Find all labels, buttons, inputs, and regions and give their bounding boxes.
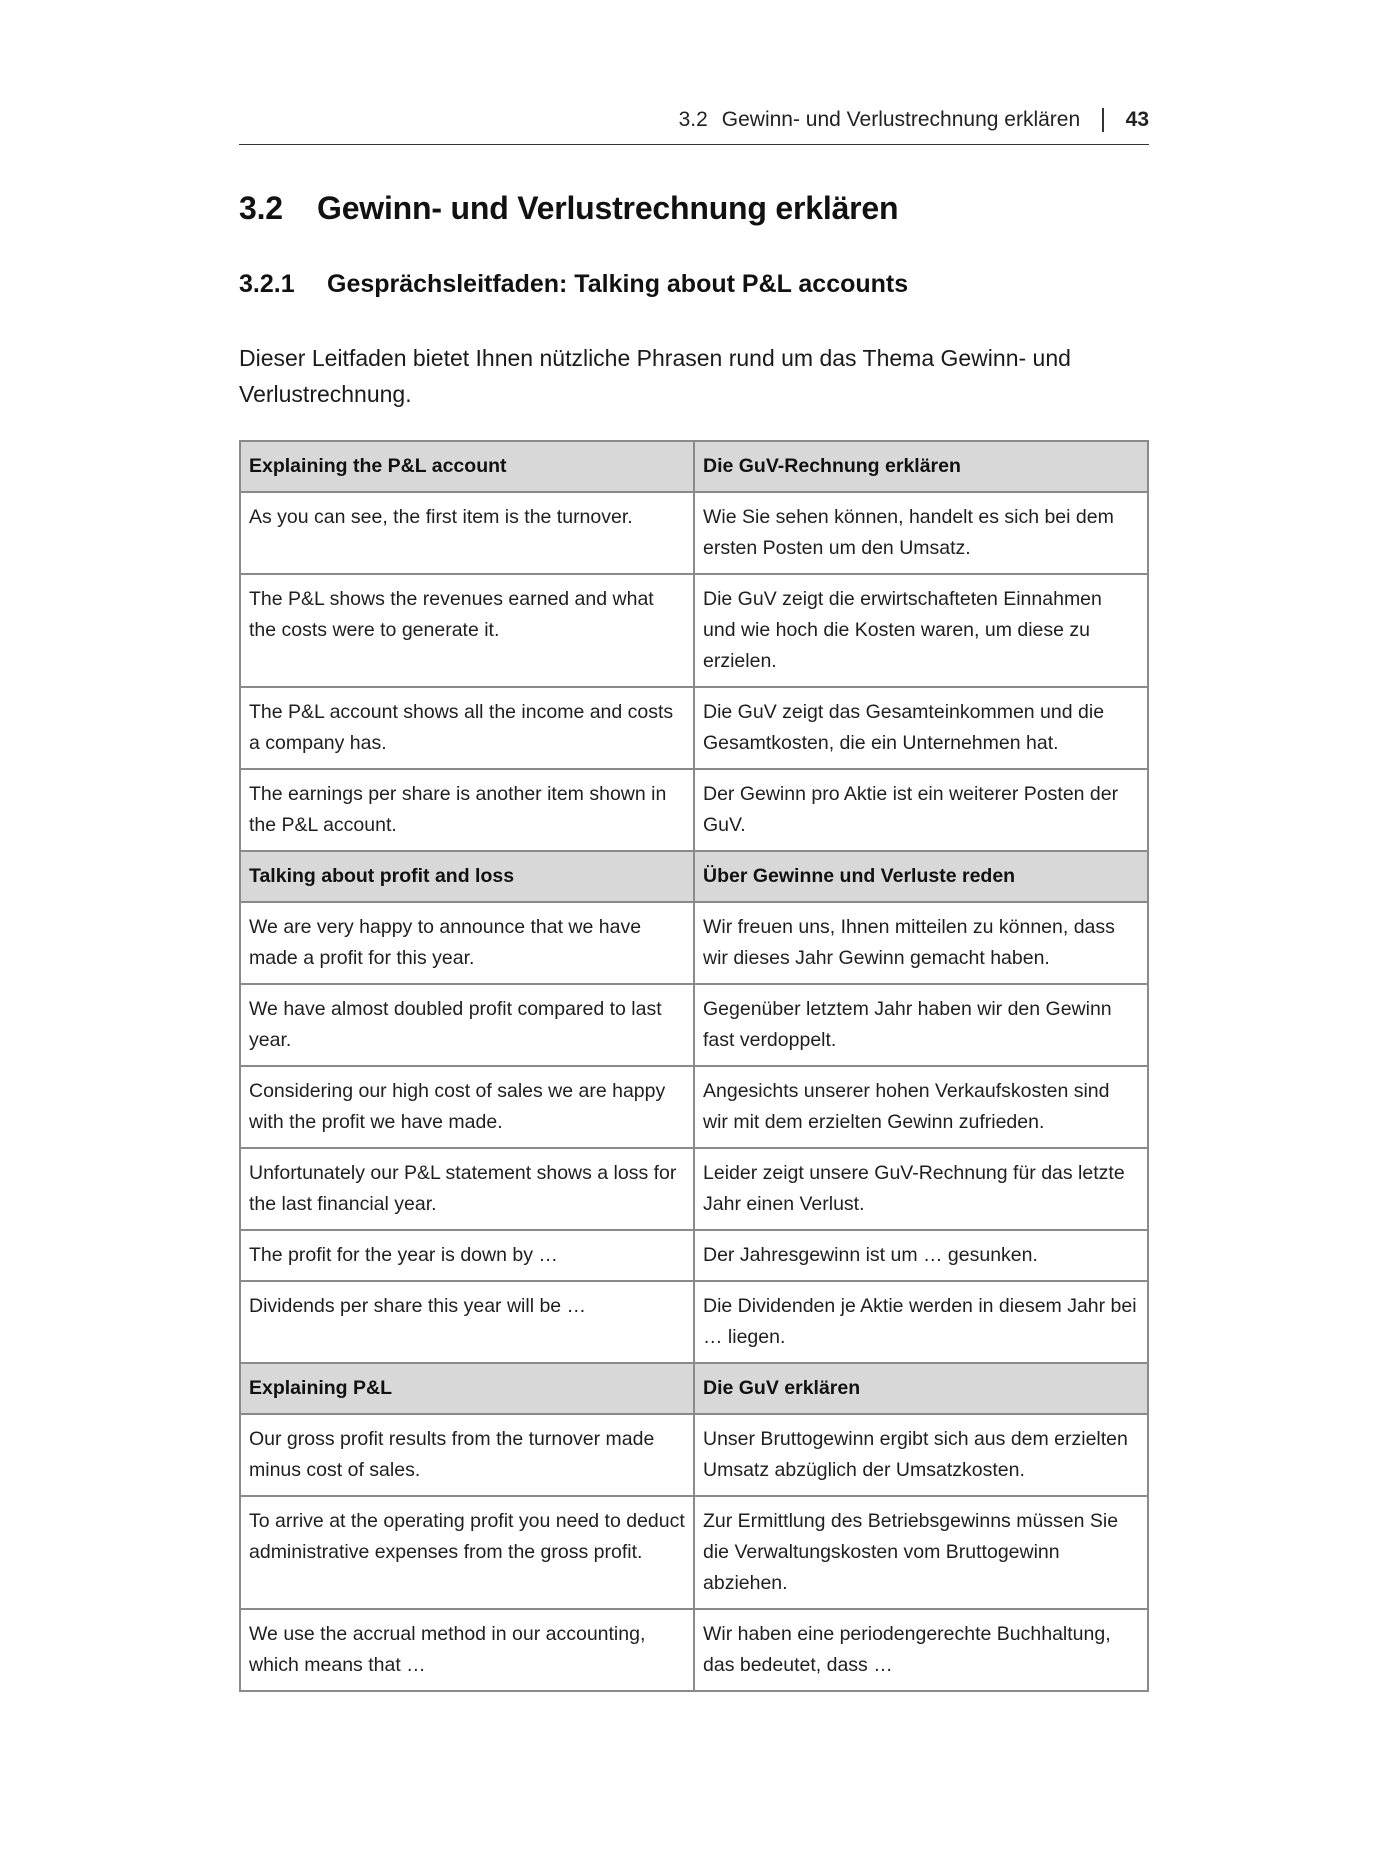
- phrase-de: Die GuV zeigt die erwirtschafteten Einnahmen und wie hoch die Kosten waren, um diese zu erzielen.: [694, 574, 1148, 687]
- phrase-en: The profit for the year is down by …: [240, 1230, 694, 1281]
- section-heading-title: Gewinn- und Verlustrechnung erklären: [317, 190, 899, 226]
- table-row: [240, 574, 1148, 687]
- phrase-en: We are very happy to announce that we have made a profit for this year.: [240, 902, 694, 984]
- table-section-header: [240, 1363, 1148, 1414]
- phrase-de: Die GuV zeigt das Gesamteinkommen und die Gesamtkosten, die ein Unternehmen hat.: [694, 687, 1148, 769]
- phrase-de: Wie Sie sehen können, handelt es sich bei dem ersten Posten um den Umsatz.: [694, 492, 1148, 574]
- phrase-de: Angesichts unserer hohen Verkaufskosten sind wir mit dem erzielten Gewinn zufrieden.: [694, 1066, 1148, 1148]
- running-header-section-title: Gewinn- und Verlustrechnung erklären: [721, 108, 1081, 131]
- intro-paragraph: Dieser Leitfaden bietet Ihnen nützliche Phrasen rund um das Thema Gewinn- und Verlustrechnung.: [239, 345, 1071, 407]
- table-row: [240, 902, 1148, 984]
- phrase-en: Unfortunately our P&L statement shows a loss for the last financial year.: [240, 1148, 694, 1230]
- subsection-heading: [239, 270, 908, 299]
- section-heading-de: Über Gewinne und Verluste reden: [694, 851, 1148, 902]
- subsection-heading-number: 3.2.1: [239, 270, 295, 298]
- section-heading-en: Talking about profit and loss: [240, 851, 694, 902]
- phrase-en: The earnings per share is another item shown in the P&L account.: [240, 769, 694, 851]
- phrase-en: Dividends per share this year will be …: [240, 1281, 694, 1363]
- table-row: [240, 1281, 1148, 1363]
- phrase-de: Wir freuen uns, Ihnen mitteilen zu können, dass wir dieses Jahr Gewinn gemacht haben.: [694, 902, 1148, 984]
- section-heading-de: Die GuV-Rechnung erklären: [694, 441, 1148, 492]
- table-section-header: [240, 851, 1148, 902]
- running-header-section-number: 3.2: [678, 108, 708, 131]
- phrase-en: We use the accrual method in our accounting, which means that …: [240, 1609, 694, 1691]
- phrase-de: Gegenüber letztem Jahr haben wir den Gewinn fast verdoppelt.: [694, 984, 1148, 1066]
- phrase-en: Our gross profit results from the turnover made minus cost of sales.: [240, 1414, 694, 1496]
- phrase-de: Die Dividenden je Aktie werden in diesem Jahr bei … liegen.: [694, 1281, 1148, 1363]
- section-heading-en: Explaining P&L: [240, 1363, 694, 1414]
- phrase-en: As you can see, the first item is the turnover.: [240, 492, 694, 574]
- table-row: [240, 1230, 1148, 1281]
- subsection-heading-title: Gesprächsleitfaden: Talking about P&L accounts: [327, 270, 909, 298]
- phrase-de: Unser Bruttogewinn ergibt sich aus dem erzielten Umsatz abzüglich der Umsatzkosten.: [694, 1414, 1148, 1496]
- table-row: [240, 984, 1148, 1066]
- table-row: [240, 687, 1148, 769]
- section-heading: [239, 190, 898, 227]
- table-row: [240, 1148, 1148, 1230]
- running-header: [239, 106, 1149, 145]
- section-heading-en: Explaining the P&L account: [240, 441, 694, 492]
- phrase-table: [239, 440, 1149, 1692]
- phrase-en: The P&L account shows all the income and costs a company has.: [240, 687, 694, 769]
- phrase-de: Der Gewinn pro Aktie ist ein weiterer Posten der GuV.: [694, 769, 1148, 851]
- phrase-de: Der Jahresgewinn ist um … gesunken.: [694, 1230, 1148, 1281]
- table-row: [240, 1609, 1148, 1691]
- section-heading-de: Die GuV erklären: [694, 1363, 1148, 1414]
- phrase-en: Considering our high cost of sales we are happy with the profit we have made.: [240, 1066, 694, 1148]
- page-number: 43: [1125, 108, 1149, 131]
- running-header-divider: [1102, 108, 1104, 132]
- phrase-en: We have almost doubled profit compared to last year.: [240, 984, 694, 1066]
- table-section-header: [240, 441, 1148, 492]
- phrase-de: Wir haben eine periodengerechte Buchhaltung, das bedeutet, dass …: [694, 1609, 1148, 1691]
- phrase-en: To arrive at the operating profit you need to deduct administrative expenses from the gross profit.: [240, 1496, 694, 1609]
- table-row: [240, 769, 1148, 851]
- phrase-en: The P&L shows the revenues earned and what the costs were to generate it.: [240, 574, 694, 687]
- section-heading-number: 3.2: [239, 190, 283, 226]
- table-row: [240, 1066, 1148, 1148]
- table-row: [240, 1496, 1148, 1609]
- table-row: [240, 492, 1148, 574]
- table-row: [240, 1414, 1148, 1496]
- phrase-de: Leider zeigt unsere GuV-Rechnung für das letzte Jahr einen Verlust.: [694, 1148, 1148, 1230]
- phrase-de: Zur Ermittlung des Betriebsgewinns müssen Sie die Verwaltungskosten vom Bruttogewinn abziehen.: [694, 1496, 1148, 1609]
